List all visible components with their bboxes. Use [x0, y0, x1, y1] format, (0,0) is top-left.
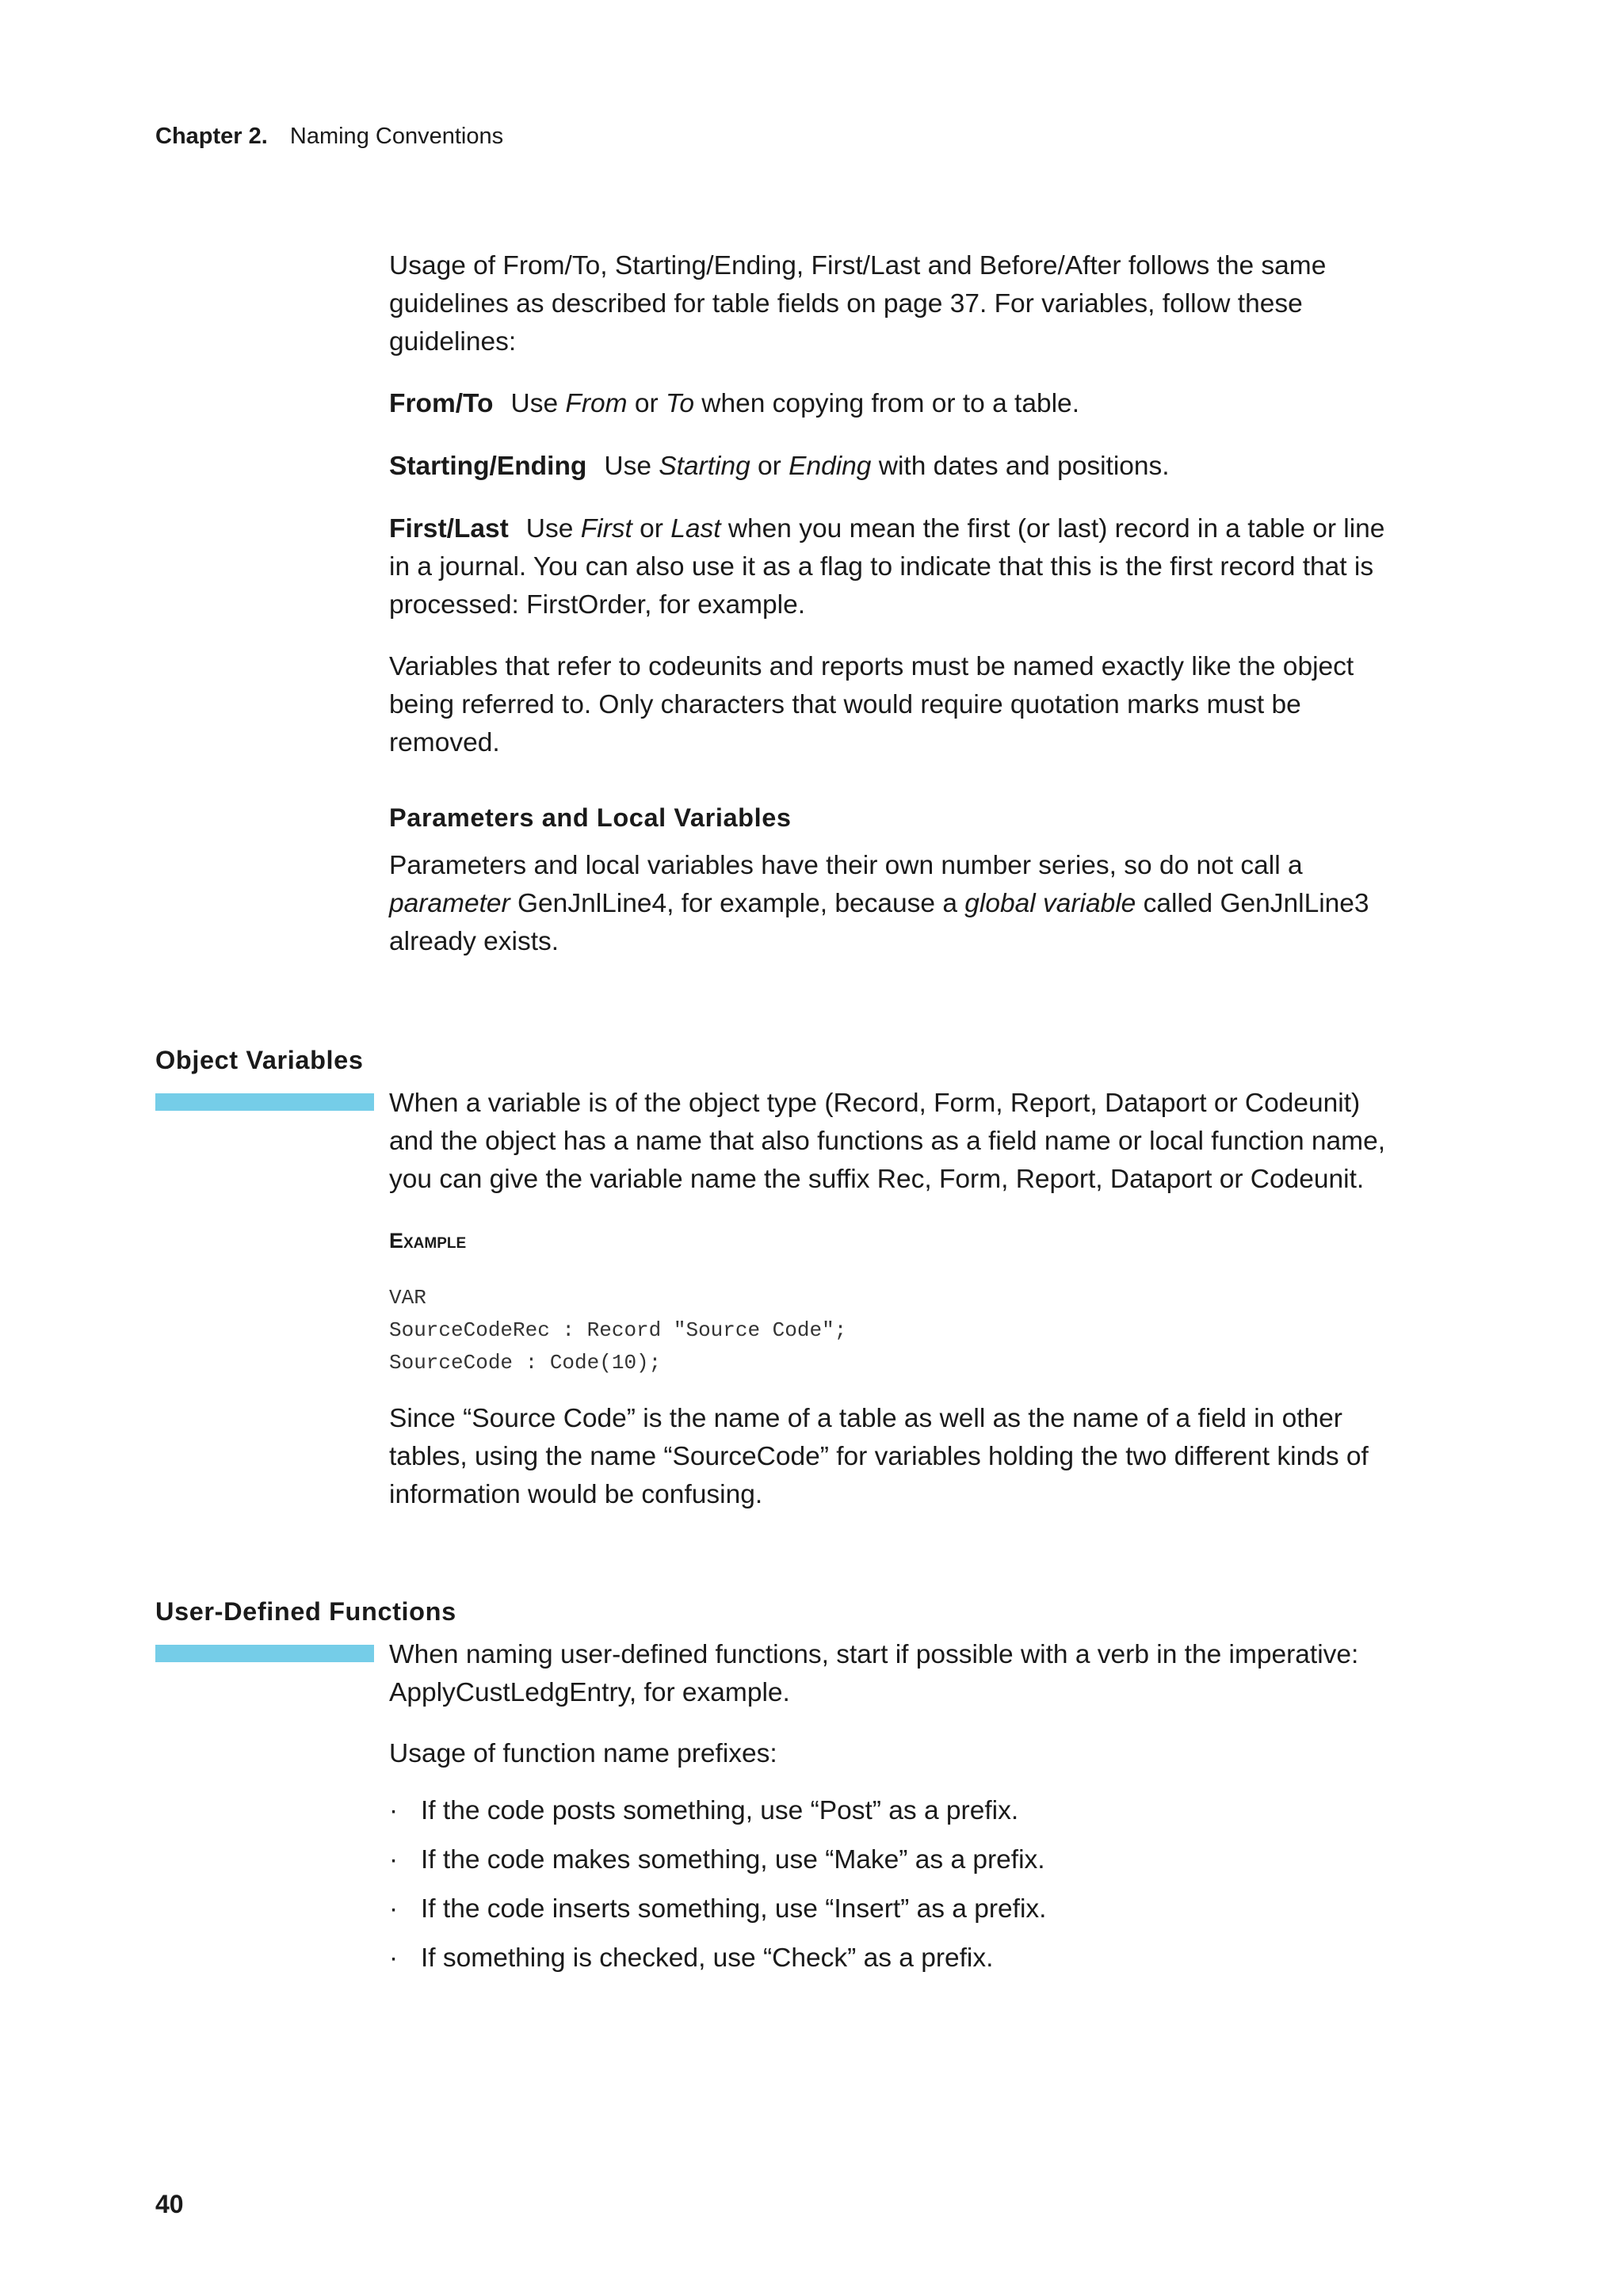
example-label: Example — [389, 1229, 467, 1253]
object-variables-heading: Object Variables — [155, 1046, 364, 1074]
guideline-from-to: From/To Use From or To when copying from or to a table. — [389, 389, 1079, 418]
guideline-term: Starting/Ending — [389, 452, 587, 481]
chapter-title: Naming Conventions — [289, 124, 504, 149]
bullet-mark: · — [389, 1894, 399, 1924]
prefix-bullet-list — [389, 1787, 1403, 1983]
object-variables-paragraph: When a variable is of the object type (Record, Form, Report, Dataport or Codeunit) and the object has a name that also functions as a field name or local function name, you can give the variable name the suffix Rec, Form, Report, Dataport or Codeunit. — [389, 1089, 1386, 1194]
guideline-first-last: First/Last Use First or Last when you mean the first (or last) record in a table or line in a journal. You can also use it as a flag to indicate that this is the first record that is processed: FirstOrder, for example. — [389, 514, 1385, 620]
guideline-term: From/To — [389, 389, 494, 418]
list-item: · If something is checked, use “Check” as a prefix. — [389, 1934, 1403, 1983]
list-item: · If the code makes something, use “Make” as a prefix. — [389, 1836, 1403, 1885]
object-variables-explanation: Since “Source Code” is the name of a table as well as the name of a field in other tables, using the name “SourceCode” for variables holding the two different kinds of information would be confusing. — [389, 1404, 1369, 1509]
prefix-intro: Usage of function name prefixes: — [389, 1739, 777, 1768]
params-subheading: Parameters and Local Variables — [389, 803, 792, 832]
guideline-term: First/Last — [389, 514, 509, 543]
params-paragraph: Parameters and local variables have their own number series, so do not call a parameter GenJnlLine4, for example, because a global variable called GenJnlLine3 already exists. — [389, 851, 1369, 956]
list-item: · If the code posts something, use “Post” as a prefix. — [389, 1787, 1403, 1836]
user-defined-functions-heading: User-Defined Functions — [155, 1597, 456, 1626]
section-accent-bar — [155, 1093, 374, 1111]
user-functions-paragraph: When naming user-defined functions, start if possible with a verb in the imperative: ApplyCustLedgEntry, for example. — [389, 1640, 1359, 1707]
guideline-starting-ending: Starting/Ending Use Starting or Ending with dates and positions. — [389, 452, 1170, 481]
intro-paragraph: Usage of From/To, Starting/Ending, First/Last and Before/After follows the same guidelines as described for table fields on page 37. For variables, follow these guidelines: — [389, 251, 1327, 357]
code-example: VAR SourceCodeRec : Record "Source Code"; SourceCode : Code(10); — [389, 1286, 847, 1375]
bullet-mark: · — [389, 1943, 399, 1973]
section-accent-bar — [155, 1645, 374, 1662]
list-item: · If the code inserts something, use “Insert” as a prefix. — [389, 1885, 1403, 1934]
chapter-label: Chapter 2. — [155, 124, 268, 149]
bullet-mark: · — [389, 1796, 399, 1825]
codeunit-note: Variables that refer to codeunits and reports must be named exactly like the object being referred to. Only characters that would require quotation marks must be removed. — [389, 652, 1354, 757]
running-header — [155, 120, 503, 152]
bullet-mark: · — [389, 1845, 399, 1875]
page-number: 40 — [155, 2190, 184, 2218]
